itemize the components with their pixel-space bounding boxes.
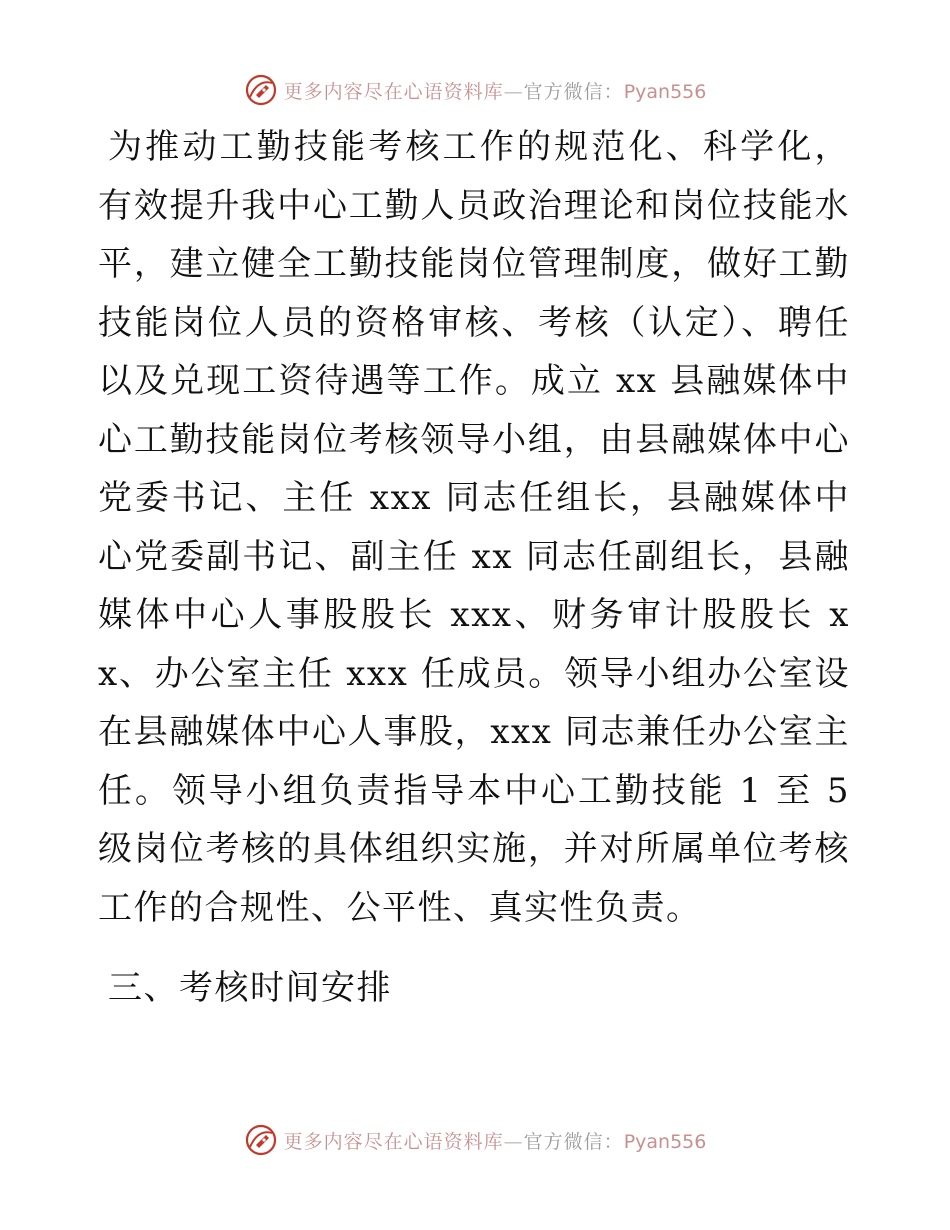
- pen-nib-logo-icon: [244, 73, 278, 107]
- watermark-dash: —: [503, 1130, 524, 1153]
- watermark-brand: 更多内容尽在心语资料库: [283, 1130, 504, 1153]
- watermark-text: [284, 77, 707, 104]
- watermark-wechat-id: Pyan556: [623, 80, 707, 103]
- document-body: [98, 118, 850, 1017]
- watermark-text: [284, 1127, 707, 1154]
- section-heading: 三、考核时间安排: [108, 968, 392, 1008]
- footer-watermark: [0, 1120, 950, 1160]
- pen-nib-logo-icon: [244, 1123, 278, 1157]
- watermark-brand: 更多内容尽在心语资料库: [283, 80, 504, 103]
- watermark-official-label: 官方微信：: [523, 1130, 624, 1153]
- header-watermark: [0, 70, 950, 110]
- watermark-official-label: 官方微信：: [523, 80, 624, 103]
- watermark-dash: —: [503, 80, 524, 103]
- watermark-wechat-id: Pyan556: [623, 1130, 707, 1153]
- body-paragraph: 为推动工勤技能考核工作的规范化、科学化，有效提升我中心工勤人员政治理论和岗位技能水平，建立健全工勤技能岗位管理制度，做好工勤技能岗位人员的资格审核、考核（认定）、聘任以及兑现工资待遇等工作。成立 xx 县融媒体中心工勤技能岗位考核领导小组，由县融媒体中心党委书记、主任 xxx 同志任组长，县融媒体中心党委副书记、副主任 xx 同志任副组长，县融媒体中心人事股股长 xxx、财务审计股股长 xx、办公室主任 xxx 任成员。领导小组办公室设在县融媒体中心人事股，xxx 同志兼任办公室主任。领导小组负责指导本中心工勤技能 1 至 5 级岗位考核的具体组织实施，并对所属单位考核工作的合规性、公平性、真实性负责。: [98, 127, 850, 928]
